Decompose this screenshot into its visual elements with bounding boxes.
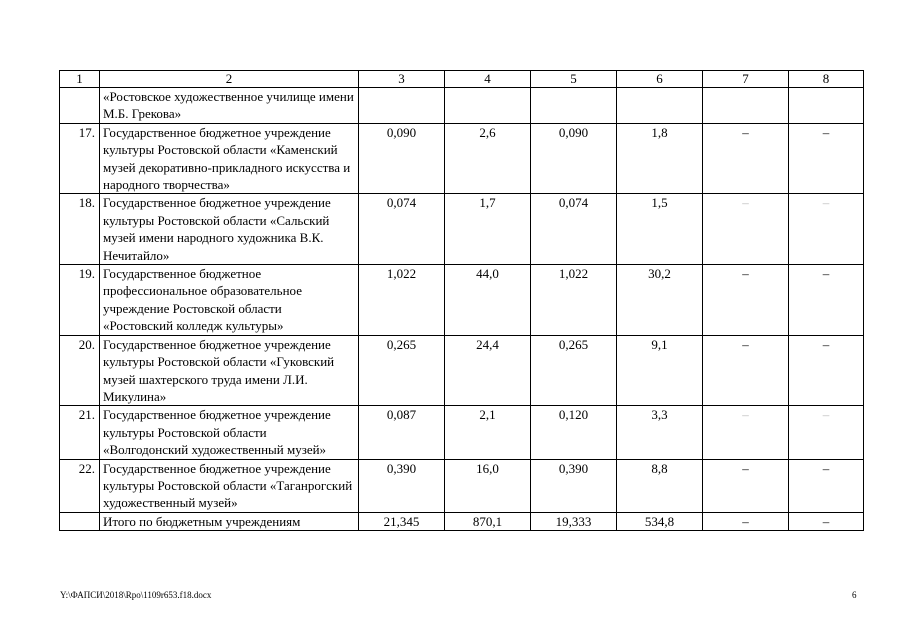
value-cell-col5: 0,074 bbox=[531, 194, 617, 265]
footer-file-path: Y:\ФАПСИ\2018\Rpo\1109r653.f18.docx bbox=[60, 590, 212, 600]
institution-name-cell: Государственное бюджетное учреждение культуры Ростовской области «Каменский музей декоративно-прикладного искусства и народного творчества» bbox=[100, 123, 359, 194]
value-cell-col3: 0,265 bbox=[359, 335, 445, 406]
value-cell-col6 bbox=[617, 88, 703, 124]
row-number-cell bbox=[60, 88, 100, 124]
value-cell-col5: 19,333 bbox=[531, 512, 617, 530]
value-cell-col4: 1,7 bbox=[445, 194, 531, 265]
value-cell-col3: 0,390 bbox=[359, 459, 445, 512]
value-cell-col7: – bbox=[703, 123, 789, 194]
header-cell: 3 bbox=[359, 71, 445, 88]
table-body bbox=[60, 71, 864, 531]
value-cell-col8: – bbox=[789, 123, 864, 194]
value-cell-col8: – bbox=[789, 265, 864, 336]
value-cell-col3: 21,345 bbox=[359, 512, 445, 530]
row-number-cell: 17. bbox=[60, 123, 100, 194]
value-cell-col4: 2,6 bbox=[445, 123, 531, 194]
header-cell: 1 bbox=[60, 71, 100, 88]
value-cell-col6: 9,1 bbox=[617, 335, 703, 406]
header-cell: 7 bbox=[703, 71, 789, 88]
value-cell-col8: – bbox=[789, 335, 864, 406]
row-number-cell: 21. bbox=[60, 406, 100, 459]
value-cell-col6: 1,5 bbox=[617, 194, 703, 265]
value-cell-col8: – bbox=[789, 512, 864, 530]
row-number-cell: 18. bbox=[60, 194, 100, 265]
header-cell: 6 bbox=[617, 71, 703, 88]
value-cell-col7: – bbox=[703, 512, 789, 530]
header-cell: 8 bbox=[789, 71, 864, 88]
institution-name-cell: Государственное бюджетное учреждение культуры Ростовской области «Волгодонский художественный музей» bbox=[100, 406, 359, 459]
value-cell-col8: – bbox=[789, 406, 864, 459]
table-row bbox=[60, 406, 864, 459]
value-cell-col6: 3,3 bbox=[617, 406, 703, 459]
value-cell-col4: 44,0 bbox=[445, 265, 531, 336]
table-row bbox=[60, 88, 864, 124]
table-row bbox=[60, 194, 864, 265]
value-cell-col4: 2,1 bbox=[445, 406, 531, 459]
value-cell-col3: 0,087 bbox=[359, 406, 445, 459]
value-cell-col8: – bbox=[789, 459, 864, 512]
row-number-cell: 22. bbox=[60, 459, 100, 512]
value-cell-col6: 30,2 bbox=[617, 265, 703, 336]
institution-name-cell: «Ростовское художественное училище имени М.Б. Грекова» bbox=[100, 88, 359, 124]
value-cell-col7 bbox=[703, 88, 789, 124]
table-header-row bbox=[60, 71, 864, 88]
value-cell-col5: 0,120 bbox=[531, 406, 617, 459]
institution-name-cell: Государственное бюджетное учреждение культуры Ростовской области «Сальский музей имени народного художника В.К. Нечитайло» bbox=[100, 194, 359, 265]
value-cell-col5: 0,265 bbox=[531, 335, 617, 406]
value-cell-col5 bbox=[531, 88, 617, 124]
value-cell-col3: 0,090 bbox=[359, 123, 445, 194]
value-cell-col3 bbox=[359, 88, 445, 124]
value-cell-col7: – bbox=[703, 459, 789, 512]
value-cell-col7: – bbox=[703, 265, 789, 336]
value-cell-col5: 1,022 bbox=[531, 265, 617, 336]
table-row bbox=[60, 265, 864, 336]
value-cell-col5: 0,090 bbox=[531, 123, 617, 194]
table-row bbox=[60, 335, 864, 406]
value-cell-col7: – bbox=[703, 335, 789, 406]
value-cell-col7: – bbox=[703, 194, 789, 265]
value-cell-col8 bbox=[789, 88, 864, 124]
footer-page-number: 6 bbox=[852, 590, 857, 600]
value-cell-col4: 870,1 bbox=[445, 512, 531, 530]
institution-name-cell: Итого по бюджетным учреждениям bbox=[100, 512, 359, 530]
value-cell-col5: 0,390 bbox=[531, 459, 617, 512]
row-number-cell: 20. bbox=[60, 335, 100, 406]
value-cell-col4: 16,0 bbox=[445, 459, 531, 512]
value-cell-col3: 1,022 bbox=[359, 265, 445, 336]
row-number-cell bbox=[60, 512, 100, 530]
table-row bbox=[60, 459, 864, 512]
institution-name-cell: Государственное бюджетное профессиональное образовательное учреждение Ростовской области «Ростовский колледж культуры» bbox=[100, 265, 359, 336]
header-cell: 5 bbox=[531, 71, 617, 88]
value-cell-col7: – bbox=[703, 406, 789, 459]
header-cell: 4 bbox=[445, 71, 531, 88]
value-cell-col6: 8,8 bbox=[617, 459, 703, 512]
value-cell-col6: 1,8 bbox=[617, 123, 703, 194]
header-cell: 2 bbox=[100, 71, 359, 88]
table-row bbox=[60, 512, 864, 530]
institution-name-cell: Государственное бюджетное учреждение культуры Ростовской области «Таганрогский художественный музей» bbox=[100, 459, 359, 512]
value-cell-col4 bbox=[445, 88, 531, 124]
data-table bbox=[59, 70, 864, 531]
value-cell-col6: 534,8 bbox=[617, 512, 703, 530]
institution-name-cell: Государственное бюджетное учреждение культуры Ростовской области «Гуковский музей шахтерского труда имени Л.И. Микулина» bbox=[100, 335, 359, 406]
value-cell-col8: – bbox=[789, 194, 864, 265]
value-cell-col3: 0,074 bbox=[359, 194, 445, 265]
row-number-cell: 19. bbox=[60, 265, 100, 336]
table-row bbox=[60, 123, 864, 194]
value-cell-col4: 24,4 bbox=[445, 335, 531, 406]
